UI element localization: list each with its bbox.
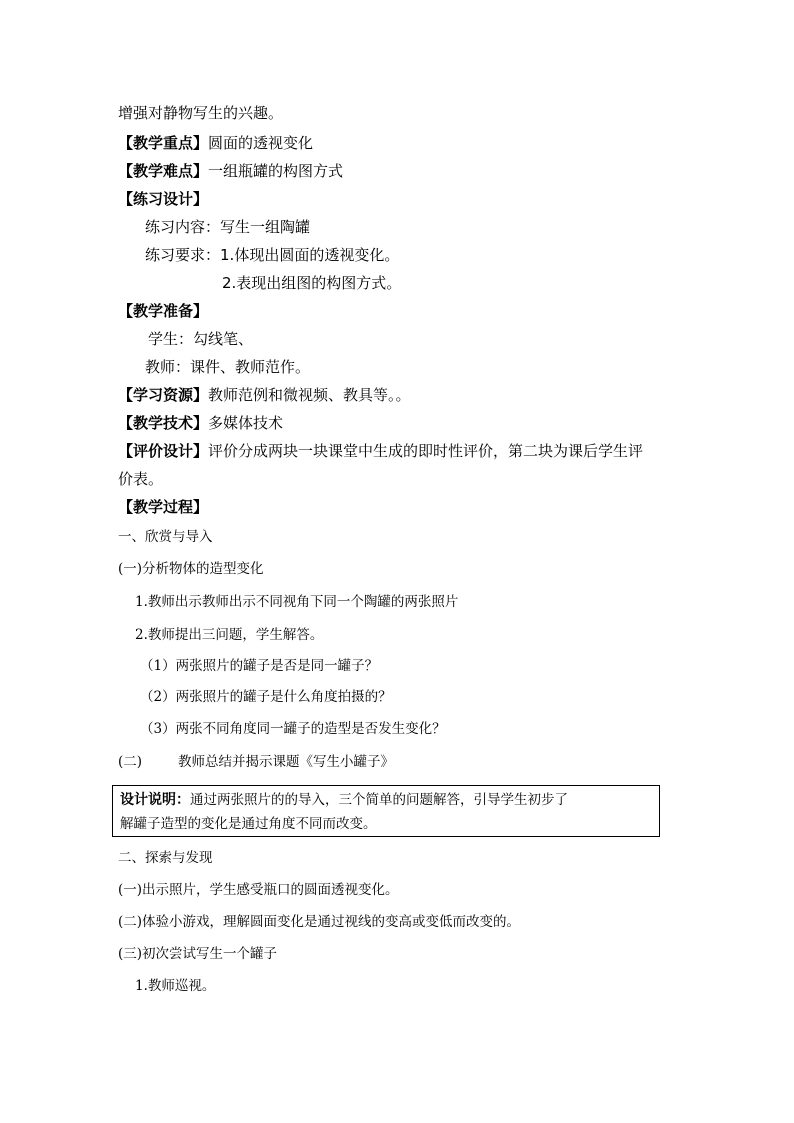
difficulty-text: 一组瓶罐的构图方式 xyxy=(208,162,344,180)
resources-line xyxy=(118,385,411,405)
section-2-3: (三)初次尝试写生一个罐子 xyxy=(118,946,278,962)
design-note-box xyxy=(112,785,660,837)
practice-requirement-1 xyxy=(145,245,399,265)
section-1-title: 一、欣赏与导入 xyxy=(118,529,213,545)
key-point-line xyxy=(118,133,313,153)
section-1-1: (一)分析物体的造型变化 xyxy=(118,561,264,577)
key-point-text: 圆面的透视变化 xyxy=(208,134,314,152)
prep-heading: 【教学准备】 xyxy=(118,302,209,320)
section-1-1-item-a: 1.教师出示教师出示不同视角下同一个陶罐的两张照片 xyxy=(135,594,459,610)
design-note-text-1: 通过两张照片的的导入，三个简单的问题解答，引导学生初步了 xyxy=(190,792,568,808)
difficulty-label: 【教学难点】 xyxy=(118,162,209,180)
evaluation-label: 【评价设计】 xyxy=(118,442,209,460)
difficulty-line xyxy=(118,161,343,181)
question-2: （2）两张照片的罐子是什么角度拍摄的？ xyxy=(140,689,392,705)
section-2-1: (一)出示照片，学生感受瓶口的圆面透视变化。 xyxy=(118,882,399,898)
question-1: （1）两张照片的罐子是否是同一罐子？ xyxy=(140,658,379,674)
section-1-1-item-b: 2.教师提出三问题，学生解答。 xyxy=(135,627,324,643)
practice-requirement-2: 2.表现出组图的构图方式。 xyxy=(222,274,402,292)
practice-req-1-text: 1.体现出圆面的透视变化。 xyxy=(220,246,400,264)
prep-student: 学生：勾线笔、 xyxy=(148,330,254,348)
technique-line xyxy=(118,413,283,433)
intro-line xyxy=(118,103,283,123)
section-2-title: 二、探索与发现 xyxy=(118,850,213,866)
technique-label: 【教学技术】 xyxy=(118,414,209,432)
section-2-2: (二)体验小游戏，理解圆面变化是通过视线的变高或变低而改变的。 xyxy=(118,914,521,930)
design-note-label: 设计说明： xyxy=(120,792,190,808)
question-3: （3）两张不同角度同一罐子的造型是否发生变化？ xyxy=(140,721,446,737)
practice-content: 练习内容：写生一组陶罐 xyxy=(145,218,311,236)
resources-label: 【学习资源】 xyxy=(118,386,209,404)
section-1-2-number: (二) xyxy=(118,754,143,770)
resources-text: 教师范例和微视频、教具等。。 xyxy=(208,386,411,404)
technique-text: 多媒体技术 xyxy=(208,414,284,432)
evaluation-line xyxy=(118,441,643,461)
design-note-line-2: 解罐子造型的变化是通过角度不同而改变。 xyxy=(120,816,377,832)
design-note-line-1 xyxy=(120,790,568,810)
section-1-2 xyxy=(118,752,394,772)
evaluation-continued: 价表。 xyxy=(118,470,164,488)
section-1-2-text: 教师总结并揭示课题《写生小罐子》 xyxy=(178,754,395,770)
section-2-3-item-a: 1.教师巡视。 xyxy=(135,978,216,994)
practice-req-prefix: 练习要求： xyxy=(145,246,221,264)
process-heading: 【教学过程】 xyxy=(118,498,209,516)
evaluation-text-1: 评价分成两块一块课堂中生成的即时性评价，第二块为课后学生评 xyxy=(208,442,644,460)
key-point-label: 【教学重点】 xyxy=(118,134,209,152)
intro-text: 增强对静物写生的兴趣。 xyxy=(118,104,284,122)
prep-teacher: 教师：课件、教师范作。 xyxy=(145,358,311,376)
practice-heading: 【练习设计】 xyxy=(118,190,209,208)
